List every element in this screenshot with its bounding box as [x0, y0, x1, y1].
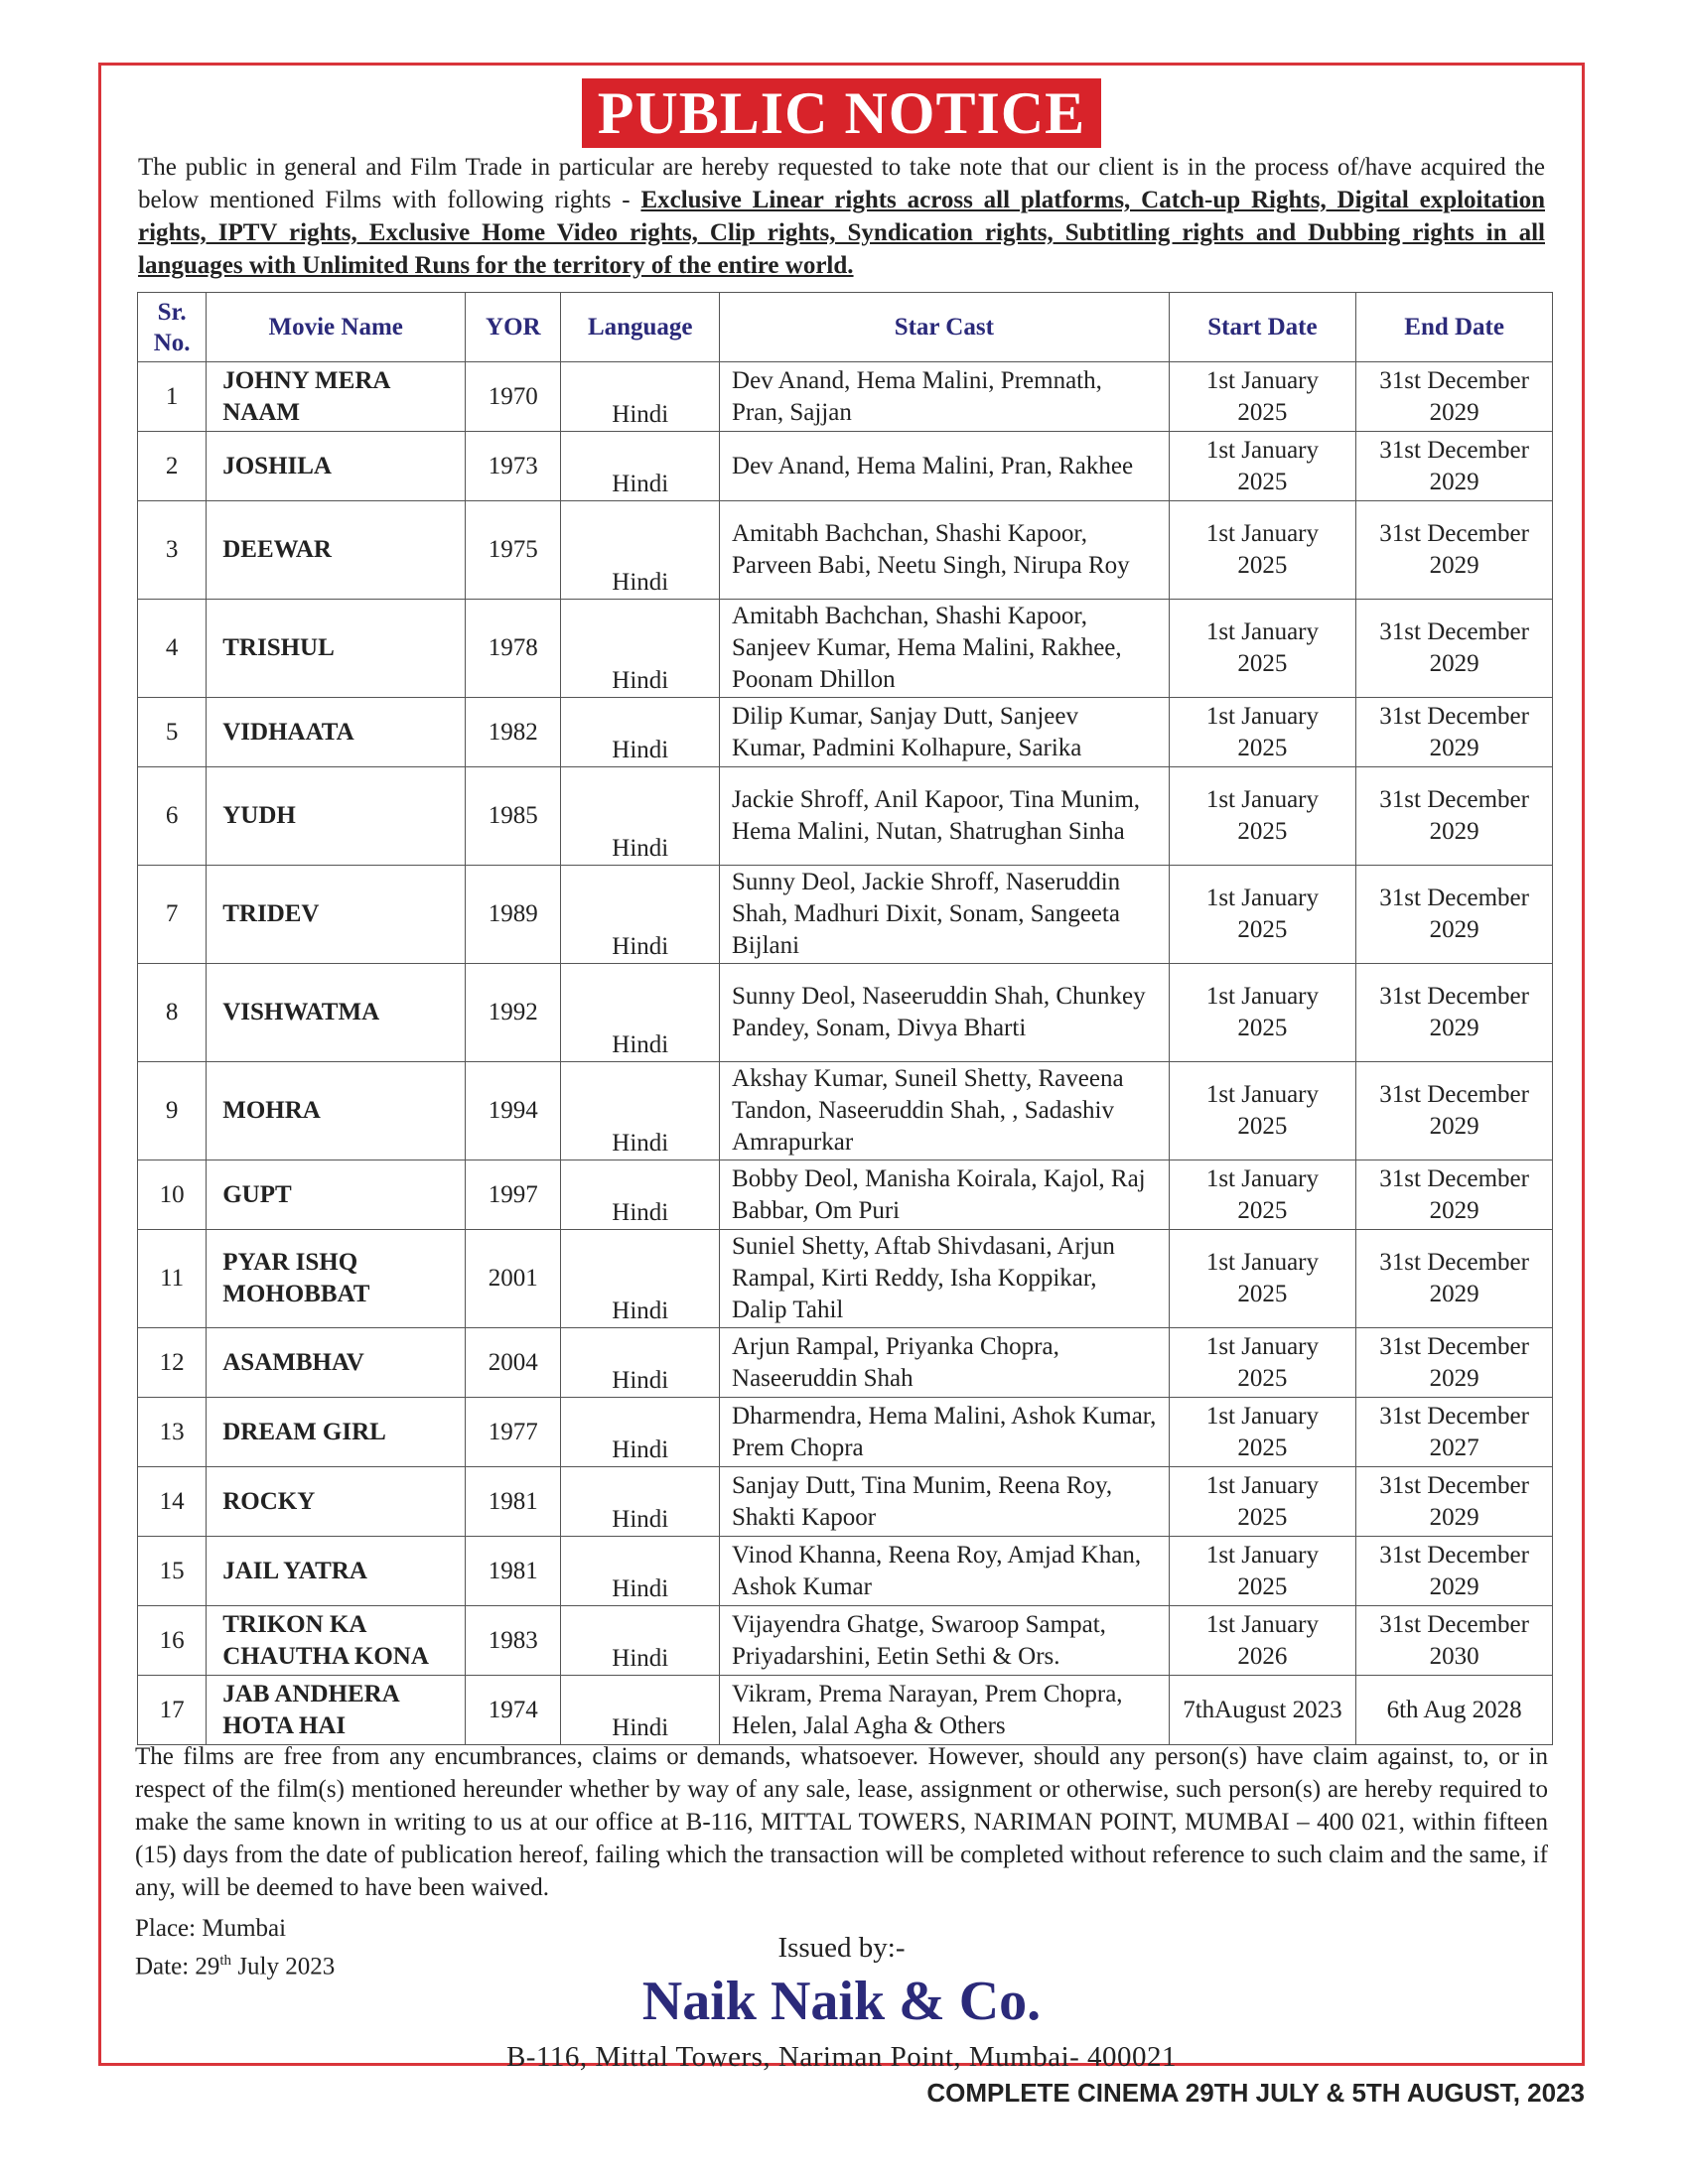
- notice-title: PUBLIC NOTICE: [582, 78, 1101, 148]
- cell-cast: Vinod Khanna, Reena Roy, Amjad Khan, Ashok Kumar: [720, 1537, 1170, 1606]
- cell-sr: 11: [138, 1230, 207, 1328]
- notice-frame: [98, 63, 1585, 2073]
- cell-start-date: 1st January 2025: [1169, 432, 1356, 501]
- cell-start-date: 1st January 2025: [1169, 767, 1356, 866]
- table-row: [138, 1537, 1553, 1606]
- cell-language: Hindi: [561, 767, 720, 866]
- cell-movie: DREAM GIRL: [207, 1398, 466, 1467]
- cell-cast: Sunny Deol, Jackie Shroff, Naseruddin Shah, Madhuri Dixit, Sonam, Sangeeta Bijlani: [720, 866, 1170, 964]
- header-yor: YOR: [466, 293, 561, 362]
- table-row: [138, 1230, 1553, 1328]
- cell-start-date: 1st January 2025: [1169, 1537, 1356, 1606]
- cell-yor: 1981: [466, 1467, 561, 1537]
- cell-cast: Suniel Shetty, Aftab Shivdasani, Arjun Rampal, Kirti Reddy, Isha Koppikar, Dalip Tahil: [720, 1230, 1170, 1328]
- cell-language: Hindi: [561, 1676, 720, 1745]
- table-row: [138, 964, 1553, 1062]
- table-row: [138, 1398, 1553, 1467]
- cell-language: Hindi: [561, 432, 720, 501]
- cell-start-date: 1st January 2025: [1169, 698, 1356, 767]
- cell-start-date: 1st January 2025: [1169, 866, 1356, 964]
- cell-language: Hindi: [561, 600, 720, 698]
- cell-start-date: 1st January 2025: [1169, 1398, 1356, 1467]
- cell-sr: 14: [138, 1467, 207, 1537]
- table-row: [138, 1160, 1553, 1230]
- date-sup: th: [219, 1953, 232, 1969]
- firm-address: B-116, Mittal Towers, Nariman Point, Mumbai- 400021: [505, 2041, 1178, 2073]
- cell-end-date: 31st December 2029: [1356, 964, 1553, 1062]
- cell-end-date: 31st December 2029: [1356, 362, 1553, 432]
- cell-movie: JAIL YATRA: [207, 1537, 466, 1606]
- cell-start-date: 1st January 2025: [1169, 1062, 1356, 1160]
- cell-language: Hindi: [561, 1062, 720, 1160]
- cell-end-date: 31st December 2030: [1356, 1606, 1553, 1676]
- cell-cast: Dev Anand, Hema Malini, Premnath, Pran, Sajjan: [720, 362, 1170, 432]
- table-row: [138, 1467, 1553, 1537]
- cell-yor: 1992: [466, 964, 561, 1062]
- footer-paragraph: The films are free from any encumbrances, claims or demands, whatsoever. However, should any person(s) have claim against, to, or in respect of the film(s) mentioned hereunder whether by way of any sale, lease, assignment or otherwise, such person(s) are hereby required to make the same known in writing to us at our office at B-116, MITTAL TOWERS, NARIMAN POINT, MUMBAI – 400 021, within fifteen (15) days from the date of publication hereof, failing which the transaction will be completed without reference to such claim and the same, if any, will be deemed to have been waived.: [135, 1743, 1548, 1901]
- cell-sr: 9: [138, 1062, 207, 1160]
- cell-yor: 2001: [466, 1230, 561, 1328]
- cell-cast: Dev Anand, Hema Malini, Pran, Rakhee: [720, 432, 1170, 501]
- firm-name: Naik Naik & Co.: [641, 1971, 1042, 2032]
- cell-language: Hindi: [561, 1606, 720, 1676]
- cell-cast: Vikram, Prema Narayan, Prem Chopra, Helen, Jalal Agha & Others: [720, 1676, 1170, 1745]
- cell-yor: 1982: [466, 698, 561, 767]
- cell-start-date: 1st January 2025: [1169, 1467, 1356, 1537]
- cell-cast: Bobby Deol, Manisha Koirala, Kajol, Raj Babbar, Om Puri: [720, 1160, 1170, 1230]
- cell-start-date: 1st January 2025: [1169, 501, 1356, 600]
- cell-yor: 1989: [466, 866, 561, 964]
- table-row: [138, 1676, 1553, 1745]
- cell-sr: 1: [138, 362, 207, 432]
- cell-end-date: 31st December 2029: [1356, 767, 1553, 866]
- cell-cast: Dilip Kumar, Sanjay Dutt, Sanjeev Kumar, Padmini Kolhapure, Sarika: [720, 698, 1170, 767]
- cell-movie: VIDHAATA: [207, 698, 466, 767]
- cell-start-date: 1st January 2025: [1169, 362, 1356, 432]
- cell-movie: JAB ANDHERA HOTA HAI: [207, 1676, 466, 1745]
- cell-language: Hindi: [561, 1328, 720, 1398]
- cell-sr: 10: [138, 1160, 207, 1230]
- table-row: [138, 1328, 1553, 1398]
- cell-sr: 6: [138, 767, 207, 866]
- cell-language: Hindi: [561, 866, 720, 964]
- cell-movie: MOHRA: [207, 1062, 466, 1160]
- table-row: [138, 767, 1553, 866]
- cell-sr: 17: [138, 1676, 207, 1745]
- cell-movie: YUDH: [207, 767, 466, 866]
- cell-end-date: 31st December 2029: [1356, 1328, 1553, 1398]
- cell-movie: JOHNY MERA NAAM: [207, 362, 466, 432]
- cell-yor: 1970: [466, 362, 561, 432]
- cell-yor: 1978: [466, 600, 561, 698]
- cell-end-date: 31st December 2029: [1356, 866, 1553, 964]
- cell-yor: 1977: [466, 1398, 561, 1467]
- cell-sr: 2: [138, 432, 207, 501]
- cell-language: Hindi: [561, 964, 720, 1062]
- cell-yor: 1997: [466, 1160, 561, 1230]
- header-movie: Movie Name: [207, 293, 466, 362]
- cell-start-date: 1st January 2025: [1169, 1328, 1356, 1398]
- cell-sr: 15: [138, 1537, 207, 1606]
- cell-start-date: 1st January 2025: [1169, 1160, 1356, 1230]
- cell-cast: Amitabh Bachchan, Shashi Kapoor, Sanjeev Kumar, Hema Malini, Rakhee, Poonam Dhillon: [720, 600, 1170, 698]
- cell-cast: Vijayendra Ghatge, Swaroop Sampat, Priyadarshini, Eetin Sethi & Ors.: [720, 1606, 1170, 1676]
- intro-paragraph: [138, 151, 1545, 282]
- cell-yor: 1983: [466, 1606, 561, 1676]
- cell-end-date: 31st December 2029: [1356, 1062, 1553, 1160]
- table-row: [138, 432, 1553, 501]
- films-table: [137, 292, 1553, 1745]
- cell-movie: TRISHUL: [207, 600, 466, 698]
- cell-end-date: 31st December 2029: [1356, 1467, 1553, 1537]
- cell-sr: 7: [138, 866, 207, 964]
- cell-end-date: 6th Aug 2028: [1356, 1676, 1553, 1745]
- cell-start-date: 1st January 2025: [1169, 1230, 1356, 1328]
- cell-language: Hindi: [561, 1467, 720, 1537]
- cell-movie: TRIDEV: [207, 866, 466, 964]
- cell-start-date: 1st January 2026: [1169, 1606, 1356, 1676]
- table-row: [138, 1062, 1553, 1160]
- header-end: End Date: [1356, 293, 1553, 362]
- intro-rights: Exclusive Linear rights across all platforms, Catch-up Rights, Digital exploitation rights, IPTV rights, Exclusive Home Video rights, Clip rights, Syndication rights, Subtitling rights and Dubbing rights in all languages with Unlimited Runs for the territory of the entire world.: [138, 187, 1545, 279]
- cell-sr: 5: [138, 698, 207, 767]
- date-prefix: Date: 29: [135, 1953, 220, 1980]
- cell-language: Hindi: [561, 1398, 720, 1467]
- cell-movie: DEEWAR: [207, 501, 466, 600]
- cell-movie: ROCKY: [207, 1467, 466, 1537]
- issued-by: Issued by:-: [777, 1932, 906, 1964]
- cell-movie: ASAMBHAV: [207, 1328, 466, 1398]
- cell-end-date: 31st December 2027: [1356, 1398, 1553, 1467]
- cell-cast: Sunny Deol, Naseeruddin Shah, Chunkey Pandey, Sonam, Divya Bharti: [720, 964, 1170, 1062]
- cell-language: Hindi: [561, 698, 720, 767]
- cell-sr: 3: [138, 501, 207, 600]
- cell-language: Hindi: [561, 501, 720, 600]
- cell-end-date: 31st December 2029: [1356, 1230, 1553, 1328]
- intro-text: The public in general and Film Trade in particular are hereby requested to take note that our client is in the process of/have acquired the below mentioned Films with following rights -: [138, 154, 1545, 213]
- cell-cast: Sanjay Dutt, Tina Munim, Reena Roy, Shakti Kapoor: [720, 1467, 1170, 1537]
- cell-yor: 1974: [466, 1676, 561, 1745]
- date-suffix: July 2023: [231, 1953, 336, 1980]
- table-row: [138, 362, 1553, 432]
- header-start: Start Date: [1169, 293, 1356, 362]
- cell-sr: 13: [138, 1398, 207, 1467]
- cell-movie: TRIKON KA CHAUTHA KONA: [207, 1606, 466, 1676]
- table-row: [138, 600, 1553, 698]
- cell-movie: VISHWATMA: [207, 964, 466, 1062]
- cell-movie: PYAR ISHQ MOHOBBAT: [207, 1230, 466, 1328]
- cell-movie: GUPT: [207, 1160, 466, 1230]
- header-language: Language: [561, 293, 720, 362]
- cell-end-date: 31st December 2029: [1356, 698, 1553, 767]
- table-row: [138, 1606, 1553, 1676]
- cell-sr: 8: [138, 964, 207, 1062]
- cell-end-date: 31st December 2029: [1356, 600, 1553, 698]
- cell-sr: 16: [138, 1606, 207, 1676]
- header-sr: Sr. No.: [138, 293, 207, 362]
- cell-yor: 2004: [466, 1328, 561, 1398]
- cell-cast: Akshay Kumar, Suneil Shetty, Raveena Tandon, Naseeruddin Shah, , Sadashiv Amrapurkar: [720, 1062, 1170, 1160]
- cell-cast: Amitabh Bachchan, Shashi Kapoor, Parveen Babi, Neetu Singh, Nirupa Roy: [720, 501, 1170, 600]
- table-row: [138, 866, 1553, 964]
- cell-start-date: 7thAugust 2023: [1169, 1676, 1356, 1745]
- cell-movie: JOSHILA: [207, 432, 466, 501]
- table-header-row: [138, 293, 1553, 362]
- publication-line: COMPLETE CINEMA 29TH JULY & 5TH AUGUST, 2023: [926, 2078, 1585, 2108]
- cell-end-date: 31st December 2029: [1356, 432, 1553, 501]
- cell-yor: 1975: [466, 501, 561, 600]
- cell-sr: 4: [138, 600, 207, 698]
- header-cast: Star Cast: [720, 293, 1170, 362]
- table-row: [138, 698, 1553, 767]
- cell-yor: 1981: [466, 1537, 561, 1606]
- cell-yor: 1985: [466, 767, 561, 866]
- cell-language: Hindi: [561, 1230, 720, 1328]
- cell-start-date: 1st January 2025: [1169, 964, 1356, 1062]
- cell-end-date: 31st December 2029: [1356, 1537, 1553, 1606]
- cell-yor: 1973: [466, 432, 561, 501]
- cell-end-date: 31st December 2029: [1356, 501, 1553, 600]
- cell-start-date: 1st January 2025: [1169, 600, 1356, 698]
- cell-language: Hindi: [561, 1160, 720, 1230]
- cell-language: Hindi: [561, 1537, 720, 1606]
- cell-cast: Jackie Shroff, Anil Kapoor, Tina Munim, Hema Malini, Nutan, Shatrughan Sinha: [720, 767, 1170, 866]
- table-row: [138, 501, 1553, 600]
- cell-cast: Dharmendra, Hema Malini, Ashok Kumar, Prem Chopra: [720, 1398, 1170, 1467]
- cell-yor: 1994: [466, 1062, 561, 1160]
- cell-language: Hindi: [561, 362, 720, 432]
- cell-sr: 12: [138, 1328, 207, 1398]
- cell-cast: Arjun Rampal, Priyanka Chopra, Naseeruddin Shah: [720, 1328, 1170, 1398]
- cell-end-date: 31st December 2029: [1356, 1160, 1553, 1230]
- place-line: Place: Mumbai: [135, 1915, 287, 1942]
